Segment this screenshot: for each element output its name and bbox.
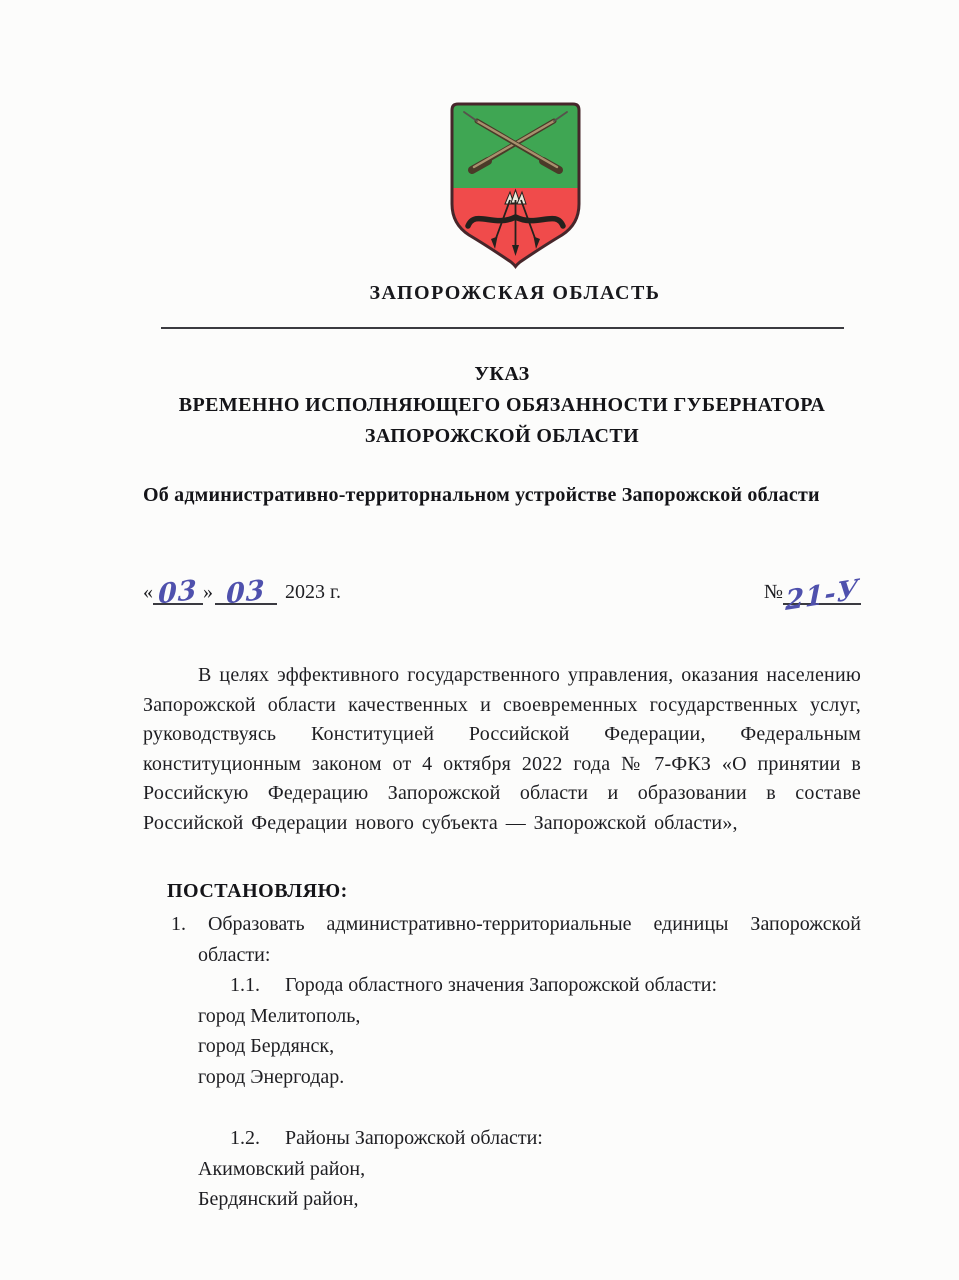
list-item-1-2-text: Районы Запорожской области: <box>285 1127 543 1149</box>
resolution-list <box>143 909 861 1215</box>
quote-open: « <box>143 581 153 603</box>
number-field <box>763 573 861 618</box>
handwritten-decree-number: 21-У <box>784 573 860 618</box>
preamble-paragraph: В целях эффективного государственного управления, оказания населению Запорожской области качественных и своевременных государственных услуг, руководствуясь Конституцией Российской Федерации, Федеральным конституционным законом от 4 октября 2022 года № 7-ФКЗ «О принятии в Российскую Федерацию Запорожской области и образовании в составе Российской Федерации нового субъекта — Запорожской области», <box>143 664 861 834</box>
date-field <box>143 574 341 611</box>
month-blank <box>215 574 277 611</box>
subject-line: Об административно-территорнальном устройстве Запорожской области <box>143 484 820 506</box>
list-item-1-2-number: 1.2. <box>230 1127 260 1149</box>
decree-title-line-3: ЗАПОРОЖСКОЙ ОБЛАСТИ <box>364 425 640 447</box>
handwritten-day: 03 <box>158 574 198 611</box>
list-item-1-number: 1. <box>171 913 186 935</box>
year-text: 2023 г. <box>285 581 341 603</box>
district-entry: Акимовский район, <box>198 1157 366 1180</box>
list-item-1 <box>143 909 861 970</box>
region-name-heading: ЗАПОРОЖСКАЯ ОБЛАСТЬ <box>369 282 661 304</box>
list-item-1-1-text: Города областного значения Запорожской области: <box>285 974 718 996</box>
list-item-1-2 <box>143 1123 861 1154</box>
list-item-1-1-number: 1.1. <box>230 974 260 996</box>
divider-line <box>161 327 844 329</box>
city-entry: город Бердянск, <box>198 1035 335 1057</box>
list-item-1-1 <box>143 970 861 1001</box>
city-entry: город Энергодар. <box>198 1065 345 1088</box>
decree-title <box>143 359 861 452</box>
day-blank <box>153 574 203 611</box>
city-entry: город Мелитополь, <box>198 1004 361 1027</box>
quote-close: » <box>203 581 213 603</box>
list-item-1-text: Образовать административно-территориальные единицы Запорожской области: <box>198 913 861 966</box>
number-sign: № <box>763 581 783 603</box>
resolution-heading: ПОСТАНОВЛЯЮ: <box>167 880 348 902</box>
district-entry: Бердянский район, <box>198 1188 359 1210</box>
number-blank <box>783 573 861 618</box>
spacer <box>143 1092 861 1123</box>
handwritten-month: 03 <box>226 574 266 611</box>
decree-title-line-2: ВРЕМЕННО ИСПОЛНЯЮЩЕГО ОБЯЗАННОСТИ ГУБЕРНАТОРА <box>178 394 826 416</box>
coat-of-arms-icon <box>448 100 583 270</box>
decree-title-line-1: УКАЗ <box>474 363 530 385</box>
coat-of-arms <box>448 100 583 270</box>
date-number-row <box>143 565 861 618</box>
